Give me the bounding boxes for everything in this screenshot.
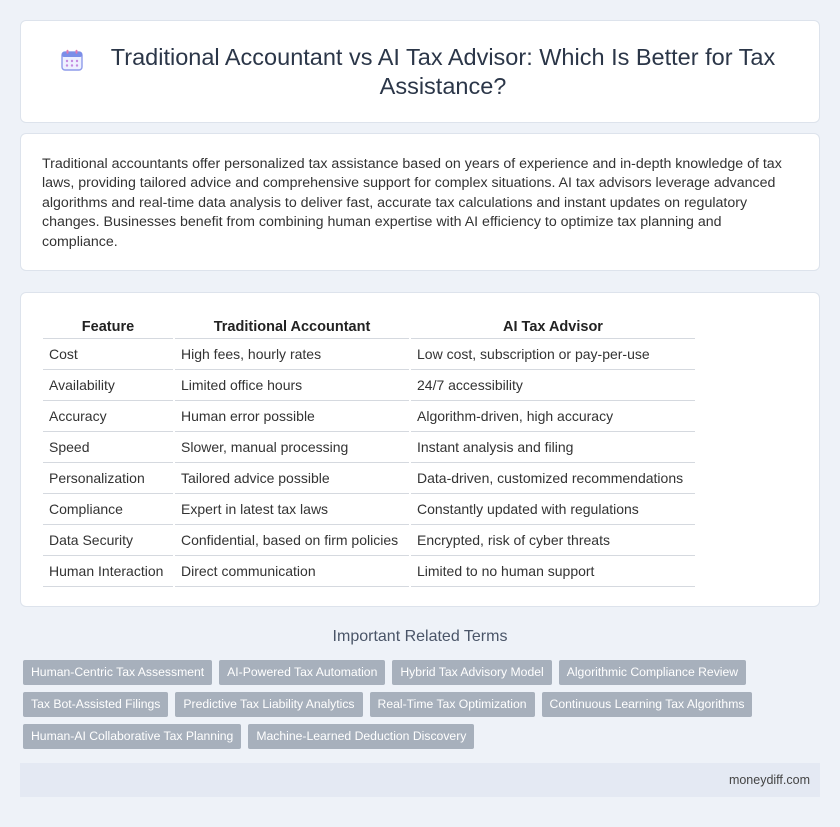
related-term-tag[interactable]: Continuous Learning Tax Algorithms bbox=[542, 692, 753, 717]
table-row bbox=[43, 524, 695, 555]
related-term-tag[interactable]: Hybrid Tax Advisory Model bbox=[392, 660, 551, 685]
related-terms-title: Important Related Terms bbox=[332, 628, 508, 645]
traditional-cell: High fees, hourly rates bbox=[174, 338, 410, 369]
calendar-icon bbox=[61, 49, 83, 71]
ai-cell: Encrypted, risk of cyber threats bbox=[410, 524, 695, 555]
footer-bar bbox=[20, 763, 820, 797]
header-card bbox=[20, 20, 820, 123]
comparison-table bbox=[43, 316, 695, 587]
traditional-cell: Expert in latest tax laws bbox=[174, 493, 410, 524]
related-term-tag[interactable]: Human-Centric Tax Assessment bbox=[23, 660, 212, 685]
traditional-cell: Limited office hours bbox=[174, 369, 410, 400]
page-title: Traditional Accountant vs AI Tax Advisor: Which Is Better for Tax Assistance? bbox=[110, 43, 776, 99]
ai-cell: Data-driven, customized recommendations bbox=[410, 462, 695, 493]
related-term-tag[interactable]: Predictive Tax Liability Analytics bbox=[175, 692, 362, 717]
table-row bbox=[43, 431, 695, 462]
intro-card bbox=[20, 133, 820, 271]
related-term-tag[interactable]: Real-Time Tax Optimization bbox=[370, 692, 535, 717]
ai-cell: Instant analysis and filing bbox=[410, 431, 695, 462]
related-term-tag[interactable]: Human-AI Collaborative Tax Planning bbox=[23, 724, 241, 749]
traditional-cell: Human error possible bbox=[174, 400, 410, 431]
ai-cell: Limited to no human support bbox=[410, 555, 695, 586]
related-term-tag[interactable]: Algorithmic Compliance Review bbox=[559, 660, 746, 685]
feature-cell: Speed bbox=[43, 431, 174, 462]
feature-cell: Accuracy bbox=[43, 400, 174, 431]
header-traditional-accountant: Traditional Accountant bbox=[174, 316, 410, 338]
feature-cell: Compliance bbox=[43, 493, 174, 524]
table-row bbox=[43, 462, 695, 493]
related-terms-list bbox=[23, 660, 803, 756]
table-row bbox=[43, 493, 695, 524]
feature-cell: Human Interaction bbox=[43, 555, 174, 586]
related-term-tag[interactable]: Tax Bot-Assisted Filings bbox=[23, 692, 168, 717]
ai-cell: Constantly updated with regulations bbox=[410, 493, 695, 524]
traditional-cell: Direct communication bbox=[174, 555, 410, 586]
traditional-cell: Confidential, based on firm policies bbox=[174, 524, 410, 555]
feature-cell: Availability bbox=[43, 369, 174, 400]
comparison-card bbox=[20, 292, 820, 607]
table-row bbox=[43, 369, 695, 400]
ai-cell: 24/7 accessibility bbox=[410, 369, 695, 400]
header-ai-tax-advisor: AI Tax Advisor bbox=[410, 316, 695, 338]
traditional-cell: Tailored advice possible bbox=[174, 462, 410, 493]
header-feature: Feature bbox=[43, 316, 174, 338]
traditional-cell: Slower, manual processing bbox=[174, 431, 410, 462]
table-row bbox=[43, 338, 695, 369]
intro-paragraph: Traditional accountants offer personalized tax assistance based on years of experience and in-depth knowledge of tax laws, providing tailored advice and comprehensive support for complex situations. AI tax advisors leverage advanced algorithms and real-time data analysis to deliver fast, accurate tax calculations and instant updates on regulatory changes. Businesses benefit from combining human expertise with AI efficiency to optimize tax planning and compliance. bbox=[42, 156, 782, 250]
table-row bbox=[43, 555, 695, 586]
ai-cell: Low cost, subscription or pay-per-use bbox=[410, 338, 695, 369]
related-term-tag[interactable]: Machine-Learned Deduction Discovery bbox=[248, 724, 474, 749]
feature-cell: Cost bbox=[43, 338, 174, 369]
ai-cell: Algorithm-driven, high accuracy bbox=[410, 400, 695, 431]
feature-cell: Data Security bbox=[43, 524, 174, 555]
related-term-tag[interactable]: AI-Powered Tax Automation bbox=[219, 660, 385, 685]
table-header-row bbox=[43, 316, 695, 338]
footer-site-link[interactable]: moneydiff.com bbox=[728, 773, 810, 787]
table-row bbox=[43, 400, 695, 431]
feature-cell: Personalization bbox=[43, 462, 174, 493]
